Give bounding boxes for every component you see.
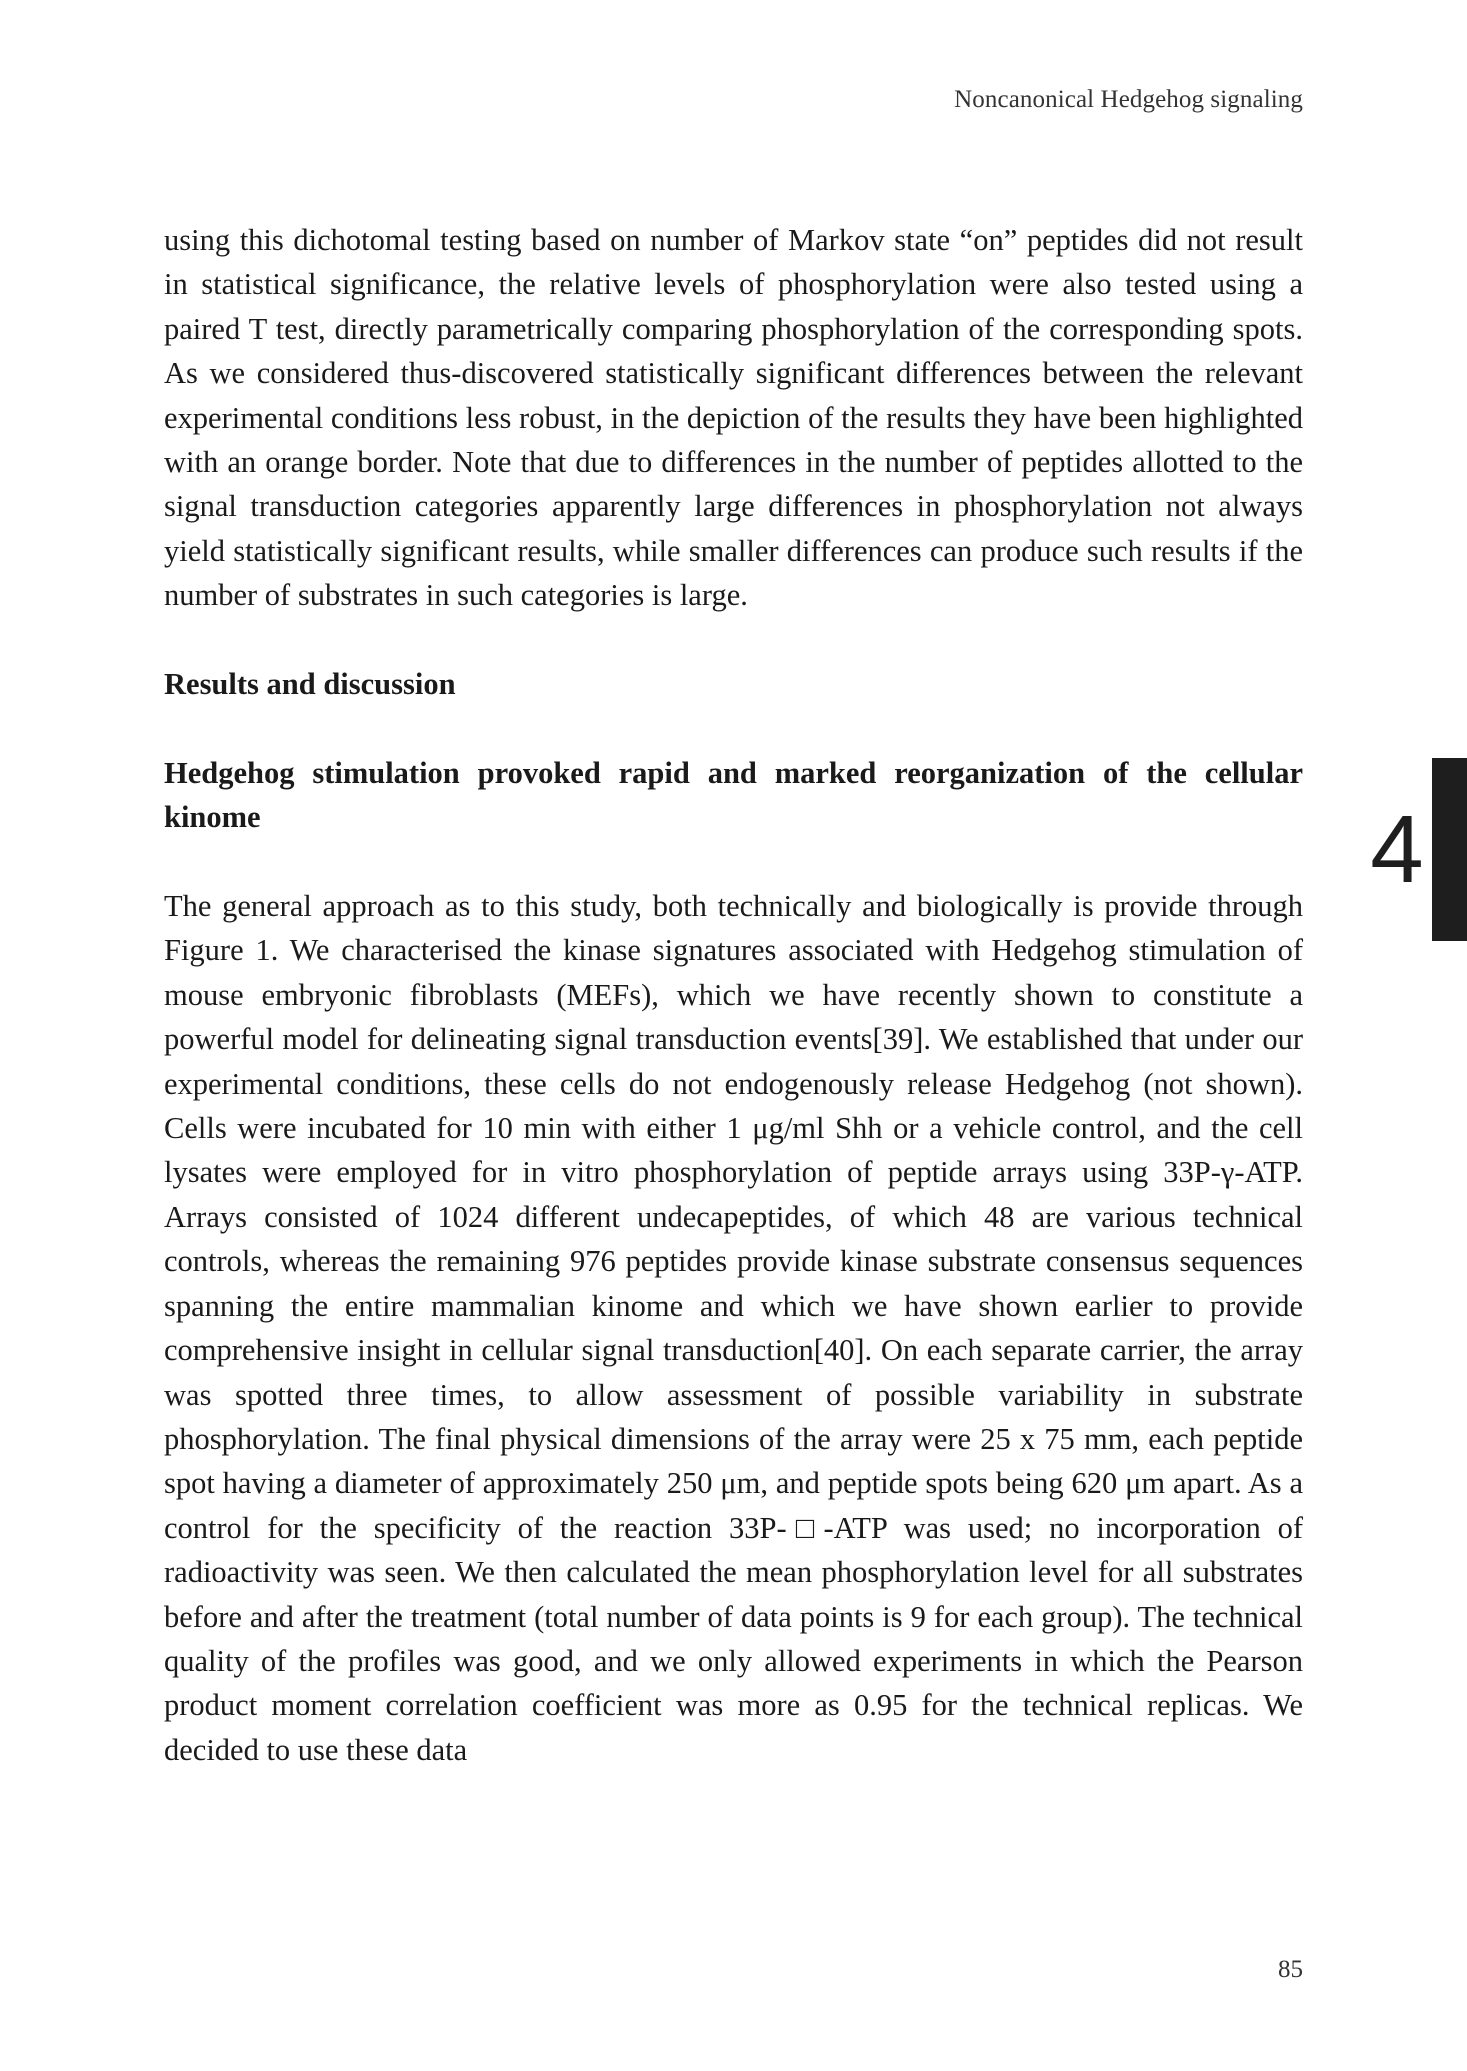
page-number: 85 (1278, 1956, 1303, 1983)
running-header: Noncanonical Hedgehog signaling (954, 86, 1303, 113)
spacer (164, 618, 1303, 662)
body-paragraph-2: The general approach as to this study, both technically and biologically is provide through Figure 1. We characterised the kinase signatures associated with Hedgehog stimulation of mouse embryonic fibroblasts (MEFs), which we have recently shown to constitute a powerful model for delineating signal transduction events[39]. We established that under our experimental conditions, these cells do not endogenously release Hedgehog (not shown). Cells were incubated for 10 min with either 1 μg/ml Shh or a vehicle control, and the cell lysates were employed for in vitro phosphorylation of peptide arrays using 33P-γ-ATP. Arrays consisted of 1024 different undecapeptides, of which 48 are various technical controls, whereas the remaining 976 peptides provide kinase substrate consensus sequences spanning the entire mammalian kinome and which we have shown earlier to provide comprehensive insight in cellular signal transduction[40]. On each separate carrier, the array was spotted three times, to allow assessment of possible variability in substrate phosphorylation. The final physical dimensions of the array were 25 x 75 mm, each peptide spot having a diameter of approximately 250 μm, and peptide spots being 620 μm apart. As a control for the specificity of the reaction 33P-□-ATP was used; no incorporation of radioactivity was seen. We then calculated the mean phosphorylation level for all substrates before and after the treatment (total number of data points is 9 for each group). The technical quality of the profiles was good, and we only allowed experiments in which the Pearson product moment correlation coefficient was more as 0.95 for the technical replicas. We decided to use these data (164, 889, 1303, 1767)
body-paragraph-1: using this dichotomal testing based on number of Markov state “on” peptides did not result in statistical significance, the relative levels of phosphorylation were also tested using a paired T test, directly parametrically comparing phosphorylation of the corresponding spots. As we considered thus-discovered statistically significant differences between the relevant experimental conditions less robust, in the depiction of the results they have been highlighted with an orange border. Note that due to differences in the number of peptides allotted to the signal transduction categories apparently large differences in phosphorylation not always yield statistically significant results, while smaller differences can produce such results if the number of substrates in such categories is large. (164, 223, 1303, 613)
main-content (164, 218, 1303, 1772)
chapter-number: 4 (1370, 796, 1424, 903)
section-heading: Results and discussion (164, 667, 456, 702)
chapter-tab-marker (1432, 758, 1467, 941)
subsection-heading: Hedgehog stimulation provoked rapid and marked reorganization of the cellular kinome (164, 755, 1303, 835)
spacer (164, 840, 1303, 884)
spacer (164, 706, 1303, 750)
